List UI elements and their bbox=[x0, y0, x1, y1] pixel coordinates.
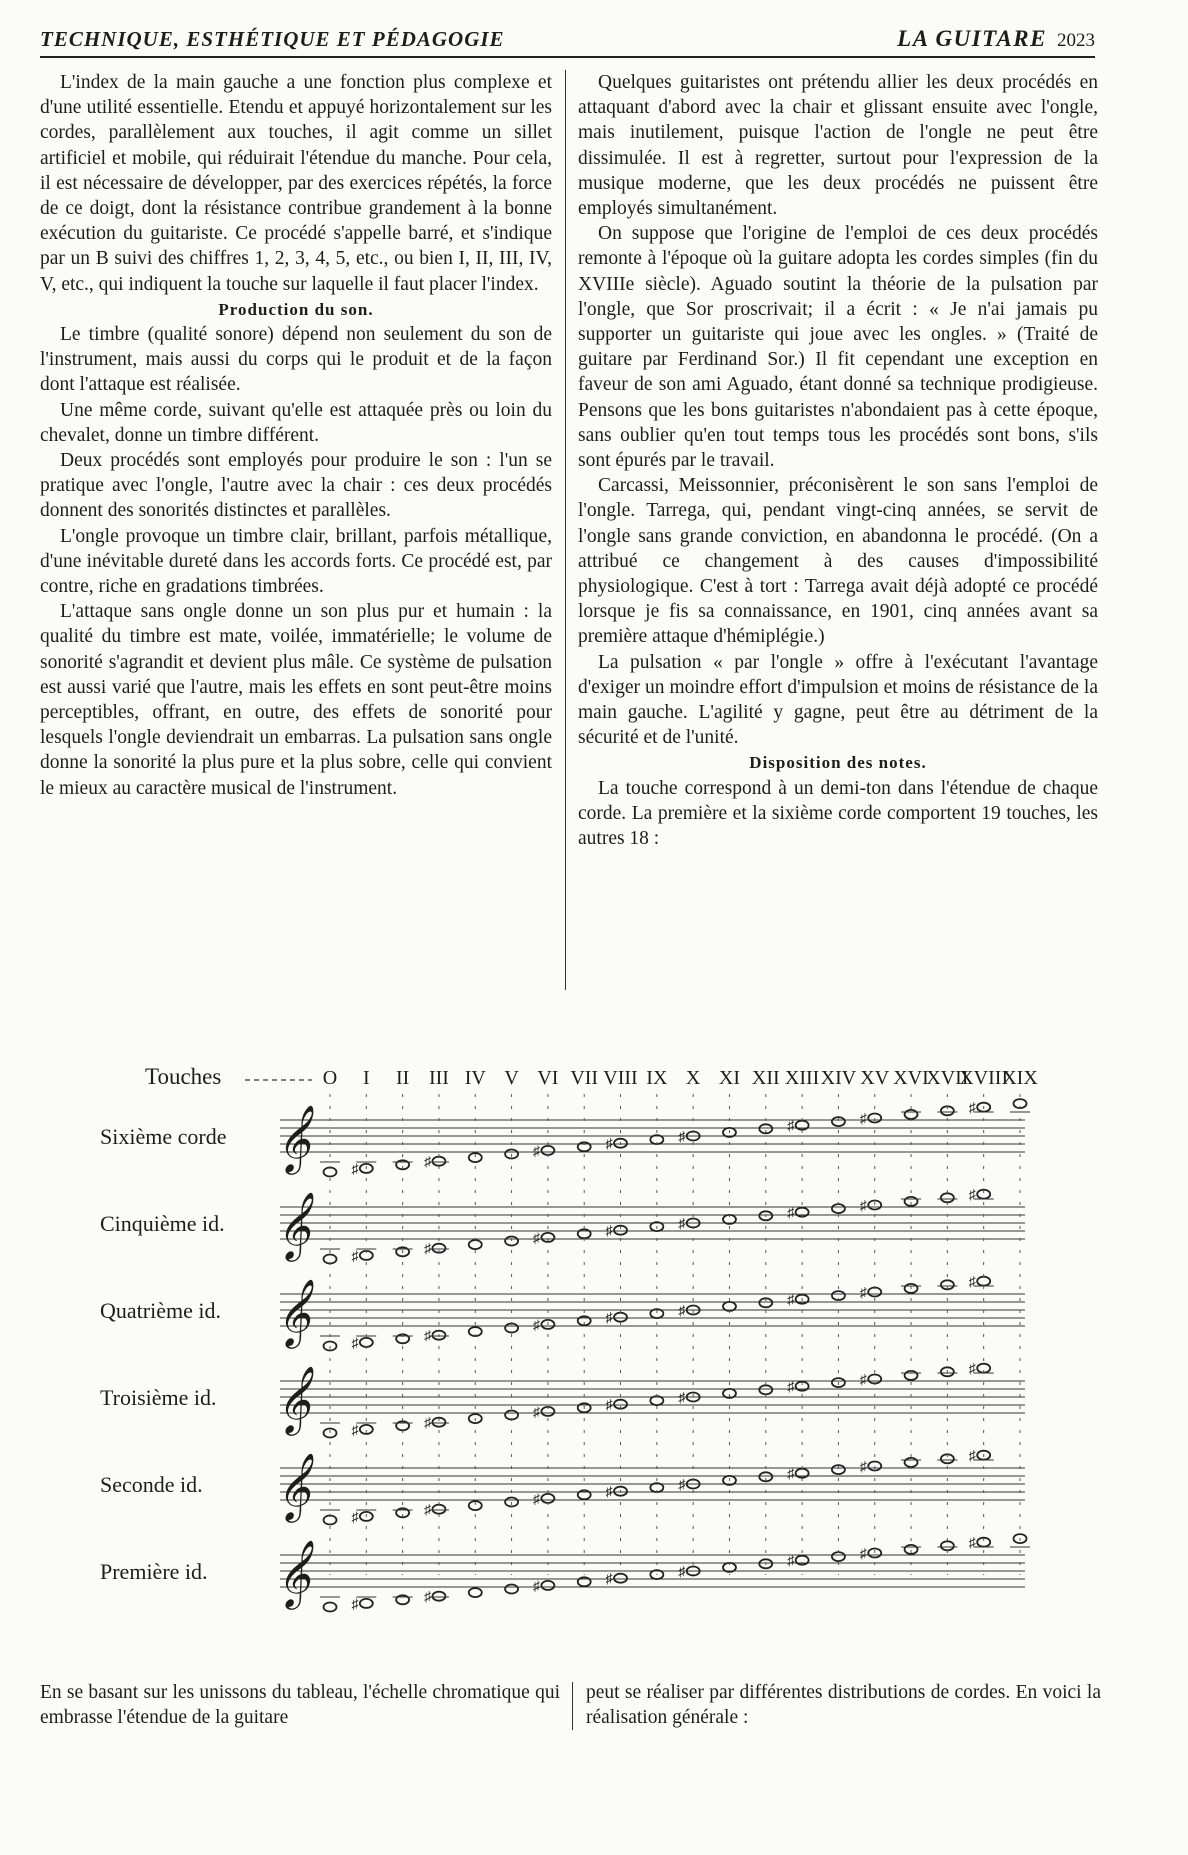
note-head bbox=[541, 1494, 554, 1503]
sharp-sign-icon: ♯ bbox=[351, 1597, 359, 1613]
sharp-sign-icon: ♯ bbox=[678, 1478, 686, 1493]
bottom-left-text: En se basant sur les unissons du tableau, l'échelle chromatique qui embrasse l'étendue de la guitare bbox=[40, 1682, 560, 1728]
sharp-sign-icon: ♯ bbox=[532, 1318, 540, 1334]
fret-number: X bbox=[685, 1067, 701, 1089]
column-divider bbox=[565, 70, 566, 990]
note-head bbox=[505, 1585, 518, 1594]
fret-number: VII bbox=[570, 1067, 599, 1089]
fret-number: XI bbox=[718, 1067, 741, 1089]
sharp-sign-icon: ♯ bbox=[678, 1217, 686, 1232]
fret-number: XII bbox=[751, 1067, 780, 1089]
sharp-sign-icon: ♯ bbox=[532, 1492, 540, 1508]
string-label: Troisième id. bbox=[100, 1385, 217, 1410]
treble-clef-icon: 𝄞 bbox=[276, 1193, 311, 1258]
string-label: Première id. bbox=[100, 1559, 208, 1584]
paragraph: On suppose que l'origine de l'emploi de ces deux procédés remonte à l'époque où la guitare adopta les cordes simples (fin du XVIIIe siècle). Aguado soutint la théorie de la pulsation par l'ongle, que Sor proscrivait; il a écrit : « Je n'ai jamais pu supporter un guitariste qui joue avec les ongles. » (Traité de guitare par Ferdinand Sor.) Il fit cependant une exception en faveur de son ami Aguado, étant donné sa technique prodigieuse. Pensons que les bons guitaristes n'abondaient pas à cette époque, sans oublier qu'en tout temps tous les procédés sont bons, s'ils sont épurés par le travail. bbox=[578, 223, 1098, 472]
sharp-sign-icon: ♯ bbox=[605, 1137, 613, 1153]
sharp-sign-icon: ♯ bbox=[423, 1242, 431, 1258]
fret-number: I bbox=[362, 1067, 370, 1089]
fret-number: XIII bbox=[784, 1067, 820, 1089]
sharp-sign-icon: ♯ bbox=[787, 1467, 795, 1483]
sharp-sign-icon: ♯ bbox=[968, 1275, 976, 1291]
note-head bbox=[432, 1157, 445, 1166]
sharp-sign-icon: ♯ bbox=[968, 1188, 976, 1204]
fret-number: O bbox=[322, 1067, 338, 1089]
note-head bbox=[905, 1458, 918, 1467]
note-head bbox=[360, 1599, 373, 1608]
section-heading: Production du son. bbox=[218, 299, 374, 319]
sharp-sign-icon: ♯ bbox=[859, 1460, 867, 1475]
string-label: Seconde id. bbox=[100, 1472, 203, 1497]
sharp-sign-icon: ♯ bbox=[532, 1579, 540, 1595]
fret-number: XIX bbox=[1002, 1067, 1038, 1089]
treble-clef-icon: 𝄞 bbox=[276, 1367, 311, 1432]
paragraph: L'attaque sans ongle donne un son plus pur et humain : la qualité du timbre est mate, voilée, immatérielle; le volume de sonorité s'agrandit et devient plus mâle. Ce système de pulsation est aussi varié que l'autre, mais les effets en sont peut-être moins perceptibles, offrant, en outre, des effets de sonorité pour lesquels l'ongle deviendrait un embarras. La pulsation sans ongle donne la sonorité la plus pure et la plus sobre, celle qui convient le mieux au caractère musical de l'instrument. bbox=[40, 601, 552, 799]
fret-number: VI bbox=[537, 1067, 559, 1089]
sharp-sign-icon: ♯ bbox=[859, 1373, 867, 1388]
left-column bbox=[40, 70, 552, 801]
sharp-sign-icon: ♯ bbox=[423, 1416, 431, 1432]
note-head bbox=[469, 1588, 482, 1597]
sharp-sign-icon: ♯ bbox=[351, 1162, 359, 1178]
bottom-right-text: peut se réaliser par différentes distributions de cordes. En voici la réalisation générale : bbox=[586, 1682, 1101, 1728]
sharp-sign-icon: ♯ bbox=[423, 1329, 431, 1345]
paragraph: L'ongle provoque un timbre clair, brillant, parfois métallique, d'une inévitable dureté dans les accords forts. Ce procédé est, par contre, riche en gradations timbrées. bbox=[40, 525, 552, 598]
note-head bbox=[614, 1313, 627, 1322]
paragraph: La pulsation « par l'ongle » offre à l'exécutant l'avantage d'exiger un moindre effort d'impulsion et moins de résistance de la main gauche. L'agilité y gagne, peut être au détriment de la sécurité et de l'unité. bbox=[578, 651, 1098, 749]
section-heading: Disposition des notes. bbox=[749, 753, 927, 773]
column-divider bbox=[572, 1682, 573, 1730]
sharp-sign-icon: ♯ bbox=[605, 1224, 613, 1240]
paragraph: L'index de la main gauche a une fonction plus complexe et d'une utilité essentielle. Etendu et appuyé horizontalement sur les cordes, parallèlement aux touches, il agit comme un sillet artificiel et mobile, qui réduirait l'étendue du manche. Pour cela, il est nécessaire de développer, par des exercices répétés, la force de ce doigt, dont la résistance contribue grandement à la bonne exécution du guitariste. Ce procédé s'appelle barré, et s'indique par un B suivi des chiffres 1, 2, 3, 4, 5, etc., ou bien I, II, III, IV, V, etc., qui indiquent la touche sur laquelle il faut placer l'index. bbox=[40, 72, 552, 295]
sharp-sign-icon: ♯ bbox=[859, 1199, 867, 1214]
sharp-sign-icon: ♯ bbox=[787, 1554, 795, 1570]
paragraph: Carcassi, Meissonnier, préconisèrent le son sans l'emploi de l'ongle. Tarrega, qui, pendant vingt-cinq années, se servit de l'ongle sans grande conviction, en abandonna le procédé. (On a attribué ce changement à des causes d'impossibilité physiologique. C'est à tort : Tarrega avait déjà adopté ce procédé lorsque je fis sa connaissance, en 1901, cinq années avant sa première attaque d'hémiplégie.) bbox=[578, 475, 1098, 648]
fret-number: II bbox=[395, 1067, 410, 1089]
fret-number: VIII bbox=[603, 1067, 638, 1089]
treble-clef-icon: 𝄞 bbox=[276, 1454, 311, 1519]
sharp-sign-icon: ♯ bbox=[968, 1362, 976, 1378]
sharp-sign-icon: ♯ bbox=[787, 1380, 795, 1396]
note-head bbox=[432, 1505, 445, 1514]
paragraph: Quelques guitaristes ont prétendu allier les deux procédés en attaquant d'abord avec la chair et glissant ensuite avec l'ongle, mais inutilement, puisque l'action de l'ongle ne peut être dissimulée. Il est à regretter, surtout pour l'expression de la musique moderne, que les deux procédés ne puissent être employés simultanément. bbox=[578, 72, 1098, 220]
sharp-sign-icon: ♯ bbox=[532, 1405, 540, 1421]
note-head bbox=[941, 1193, 954, 1202]
header-title-text: LA GUITARE bbox=[897, 26, 1047, 51]
sharp-sign-icon: ♯ bbox=[423, 1155, 431, 1171]
sharp-sign-icon: ♯ bbox=[605, 1572, 613, 1588]
note-head bbox=[905, 1110, 918, 1119]
fret-number: III bbox=[428, 1067, 449, 1089]
note-head bbox=[832, 1204, 845, 1213]
fret-number: XVII bbox=[926, 1067, 969, 1089]
paragraph: Une même corde, suivant qu'elle est attaquée près ou loin du chevalet, donne un timbre différent. bbox=[40, 399, 552, 446]
fret-number: XVI bbox=[893, 1067, 929, 1089]
treble-clef-icon: 𝄞 bbox=[276, 1541, 311, 1606]
sharp-sign-icon: ♯ bbox=[351, 1510, 359, 1526]
sharp-sign-icon: ♯ bbox=[532, 1144, 540, 1160]
running-header bbox=[40, 26, 1095, 58]
note-head bbox=[360, 1338, 373, 1347]
sharp-sign-icon: ♯ bbox=[605, 1398, 613, 1414]
paragraph: Deux procédés sont employés pour produire le son : l'un se pratique avec l'ongle, l'autre avec la chair : ces deux procédés donnent des sonorités distinctes et parallèles. bbox=[40, 450, 552, 522]
note-head bbox=[977, 1277, 990, 1286]
sharp-sign-icon: ♯ bbox=[968, 1101, 976, 1117]
fret-number: XIV bbox=[820, 1067, 857, 1089]
sharp-sign-icon: ♯ bbox=[678, 1304, 686, 1319]
sharp-sign-icon: ♯ bbox=[859, 1112, 867, 1127]
treble-clef-icon: 𝄞 bbox=[276, 1106, 311, 1171]
sharp-sign-icon: ♯ bbox=[532, 1231, 540, 1247]
sharp-sign-icon: ♯ bbox=[859, 1286, 867, 1301]
note-head bbox=[941, 1541, 954, 1550]
paragraph: Le timbre (qualité sonore) dépend non seulement du son de l'instrument, mais aussi du corps qui le produit et de la façon dont l'attaque est réalisée. bbox=[40, 324, 552, 396]
sharp-sign-icon: ♯ bbox=[423, 1503, 431, 1519]
sharp-sign-icon: ♯ bbox=[859, 1547, 867, 1562]
note-head bbox=[541, 1146, 554, 1155]
sharp-sign-icon: ♯ bbox=[678, 1130, 686, 1145]
string-label: Sixième corde bbox=[100, 1124, 227, 1149]
touches-label: Touches bbox=[145, 1064, 222, 1089]
treble-clef-icon: 𝄞 bbox=[276, 1280, 311, 1345]
fret-number: XV bbox=[860, 1067, 890, 1089]
fret-notation-table bbox=[0, 1050, 1188, 1613]
fret-number: IV bbox=[464, 1067, 486, 1089]
note-head bbox=[541, 1581, 554, 1590]
sharp-sign-icon: ♯ bbox=[351, 1249, 359, 1265]
fret-number: XVIII bbox=[959, 1067, 1009, 1089]
sharp-sign-icon: ♯ bbox=[787, 1293, 795, 1309]
header-section-title: TECHNIQUE, ESTHÉTIQUE ET PÉDAGOGIE bbox=[40, 27, 505, 51]
note-head bbox=[324, 1603, 337, 1612]
fret-number: V bbox=[504, 1067, 519, 1089]
note-head bbox=[759, 1385, 772, 1394]
sharp-sign-icon: ♯ bbox=[787, 1119, 795, 1135]
paragraph: La touche correspond à un demi-ton dans l'étendue de chaque corde. La première et la sixième corde comportent 19 touches, les autres 18 : bbox=[578, 777, 1098, 850]
right-column bbox=[578, 70, 1098, 851]
sharp-sign-icon: ♯ bbox=[678, 1391, 686, 1406]
note-head bbox=[832, 1552, 845, 1561]
page-number: 2023 bbox=[1057, 30, 1095, 51]
sharp-sign-icon: ♯ bbox=[605, 1311, 613, 1327]
sharp-sign-icon: ♯ bbox=[968, 1449, 976, 1465]
note-head bbox=[614, 1574, 627, 1583]
sharp-sign-icon: ♯ bbox=[351, 1423, 359, 1439]
header-book-title bbox=[897, 26, 1095, 52]
fret-number: IX bbox=[646, 1067, 668, 1089]
sharp-sign-icon: ♯ bbox=[351, 1336, 359, 1352]
sharp-sign-icon: ♯ bbox=[423, 1590, 431, 1606]
sharp-sign-icon: ♯ bbox=[787, 1206, 795, 1222]
string-label: Cinquième id. bbox=[100, 1211, 225, 1236]
note-head bbox=[432, 1592, 445, 1601]
note-head bbox=[469, 1240, 482, 1249]
sharp-sign-icon: ♯ bbox=[605, 1485, 613, 1501]
sharp-sign-icon: ♯ bbox=[678, 1565, 686, 1580]
string-label: Quatrième id. bbox=[100, 1298, 221, 1323]
sharp-sign-icon: ♯ bbox=[968, 1536, 976, 1552]
